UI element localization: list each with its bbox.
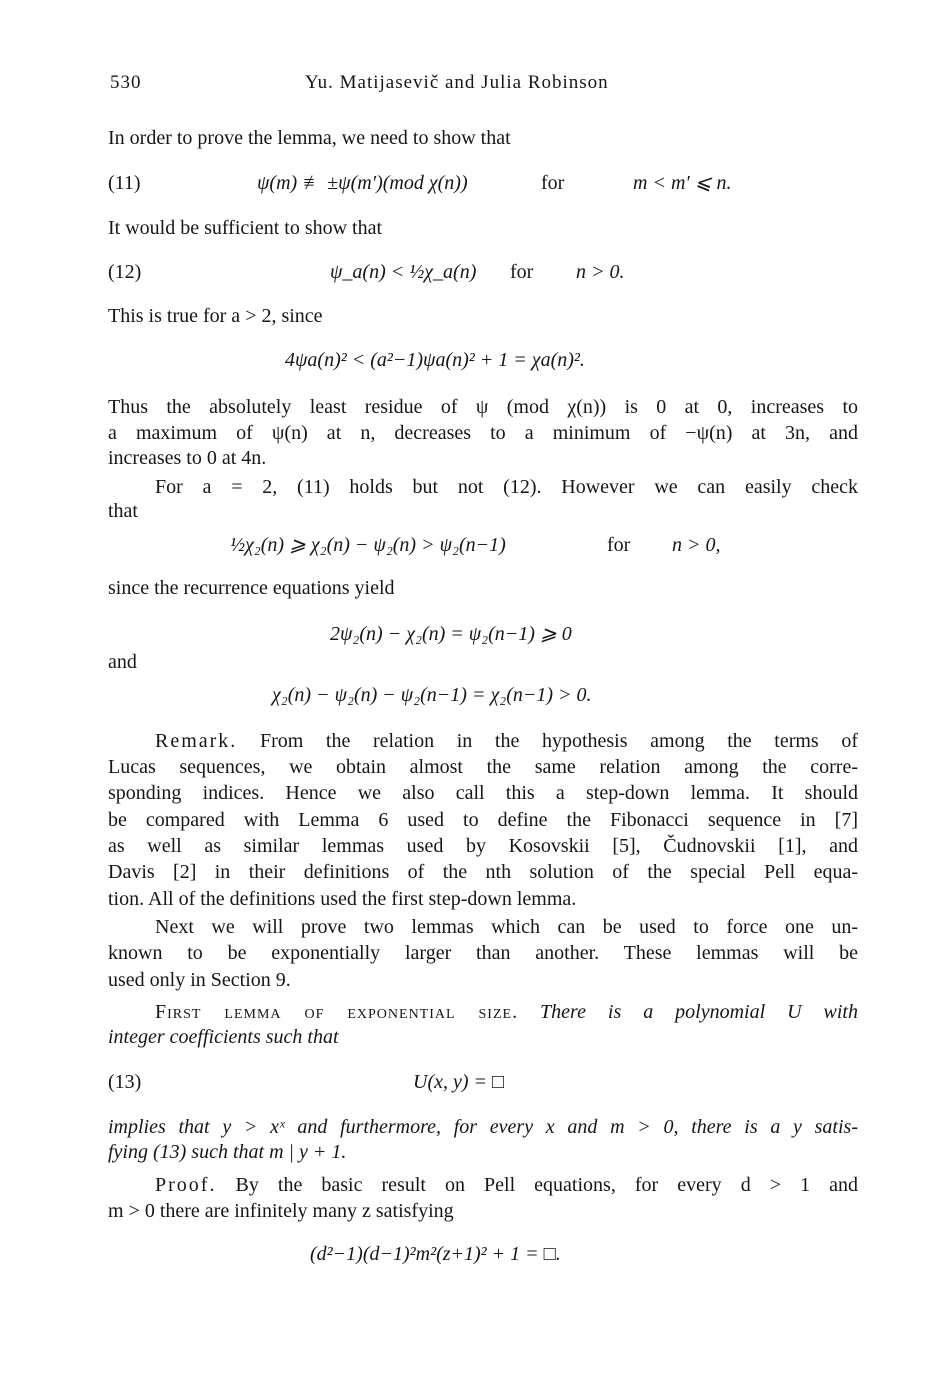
- paragraph-line: m > 0 there are infinitely many z satisfying: [108, 1200, 454, 1222]
- paragraph-line: that: [108, 500, 138, 522]
- paragraph-line: [155, 728, 858, 754]
- paragraph-line: tion. All of the definitions used the first step-down lemma.: [108, 888, 577, 910]
- page-number: 530: [110, 72, 142, 93]
- paragraph: since the recurrence equations yield: [108, 577, 395, 599]
- running-title: Yu. Matijasevič and Julia Robinson: [305, 72, 609, 93]
- paragraph-line: For a = 2, (11) holds but not (12). However we can easily check: [155, 476, 858, 498]
- paragraph-line: be compared with Lemma 6 used to define the Fibonacci sequence in [7]: [108, 809, 858, 831]
- paragraph-line: as well as similar lemmas used by Kosovskii [5], Čudnovskii [1], and: [108, 835, 858, 857]
- equation: 4ψa(n)² < (a²−1)ψa(n)² + 1 = χa(n)².: [285, 349, 585, 371]
- equation: ½χ₂(n) ⩾ χ₂(n) − ψ₂(n) > ψ₂(n−1): [230, 534, 506, 556]
- paragraph-line: [155, 999, 858, 1025]
- text: By the basic result on Pell equations, for every d > 1 and: [216, 1174, 858, 1196]
- equation: 2ψ₂(n) − χ₂(n) = ψ₂(n−1) ⩾ 0: [330, 623, 572, 645]
- equation-condition: n > 0,: [672, 534, 721, 556]
- paragraph-line: fying (13) such that m | y + 1.: [108, 1141, 347, 1163]
- text: From the relation in the hypothesis among the terms of: [237, 730, 858, 752]
- text: There is a polynomial U with: [518, 1001, 858, 1023]
- proof-heading: Proof.: [155, 1174, 217, 1196]
- remark-heading: Remark.: [155, 730, 238, 752]
- paragraph-line: [155, 1172, 858, 1198]
- paragraph-line: implies that y > xˣ and furthermore, for every x and m > 0, there is a y satis-: [108, 1116, 858, 1138]
- paragraph-line: used only in Section 9.: [108, 969, 291, 991]
- paragraph: and: [108, 651, 137, 673]
- paragraph-line: known to be exponentially larger than another. These lemmas will be: [108, 942, 858, 964]
- paragraph-line: Lucas sequences, we obtain almost the same relation among the corre-: [108, 756, 858, 778]
- paragraph-line: sponding indices. Hence we also call this a step-down lemma. It should: [108, 782, 858, 804]
- equation-for: for: [607, 534, 631, 556]
- paragraph: This is true for a > 2, since: [108, 305, 323, 327]
- paragraph: It would be sufficient to show that: [108, 217, 383, 239]
- equation-for: for: [510, 261, 534, 283]
- equation-label: (13): [108, 1071, 142, 1093]
- paragraph-line: Davis [2] in their definitions of the nth solution of the special Pell equa-: [108, 861, 858, 883]
- equation-for: for: [541, 172, 565, 194]
- equation-11: ψ(m) ≢ ±ψ(m′)(mod χ(n)): [257, 172, 468, 194]
- equation-condition: n > 0.: [576, 261, 625, 283]
- equation: χ₂(n) − ψ₂(n) − ψ₂(n−1) = χ₂(n−1) > 0.: [272, 684, 592, 706]
- paragraph-line: Next we will prove two lemmas which can be used to force one un-: [155, 916, 858, 938]
- equation: (d²−1)(d−1)²m²(z+1)² + 1 = □.: [310, 1243, 561, 1265]
- paragraph-line: increases to 0 at 4n.: [108, 447, 267, 469]
- paragraph-line: a maximum of ψ(n) at n, decreases to a minimum of −ψ(n) at 3n, and: [108, 422, 858, 444]
- equation-12: ψ_a(n) < ½χ_a(n): [330, 261, 477, 283]
- equation-label: (12): [108, 261, 142, 283]
- equation-condition: m < m′ ⩽ n.: [633, 172, 732, 194]
- equation-13: U(x, y) = □: [413, 1071, 505, 1093]
- paragraph-line: integer coefficients such that: [108, 1026, 339, 1048]
- paragraph: In order to prove the lemma, we need to show that: [108, 127, 511, 149]
- lemma-heading: First lemma of exponential size.: [155, 1001, 519, 1023]
- equation-label: (11): [108, 172, 141, 194]
- paragraph-line: Thus the absolutely least residue of ψ (mod χ(n)) is 0 at 0, increases to: [108, 396, 858, 418]
